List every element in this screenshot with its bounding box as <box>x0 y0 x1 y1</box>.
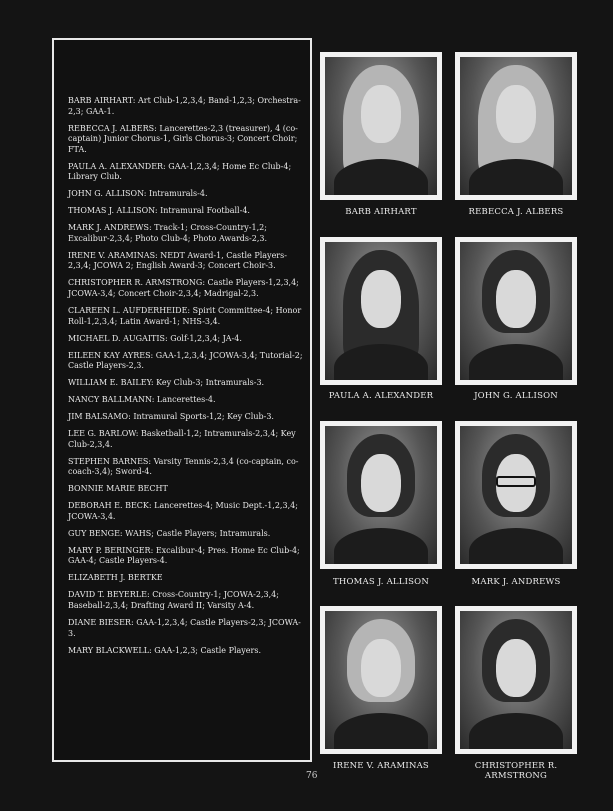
entry: DIANE BIESER: GAA-1,2,3,4; Castle Players-2,3; JCOWA-3. <box>68 617 301 638</box>
entry: DEBORAH E. BECK: Lancerettes-4; Music Dept.-1,2,3,4; JCOWA-3,4. <box>68 501 298 521</box>
portrait-photo <box>320 421 442 569</box>
portrait-caption: IRENE V. ARAMINAS <box>333 761 429 771</box>
entry: JIM BALSAMO: Intramural Sports-1,2; Key Club-3. <box>68 412 274 422</box>
entry: IRENE V. ARAMINAS: NEDT Award-1, Castle Players-2,3,4; JCOWA 2; English Award-3; Concert Choir-3. <box>68 250 287 271</box>
portrait-caption: MARK J. ANDREWS <box>471 577 561 587</box>
entry: MARK J. ANDREWS: Track-1; Cross-Country-1,2; Excalibur-2,3,4; Photo Club-4; Photo Awards-2,3. <box>68 223 268 243</box>
entry: MARY P. BERINGER: Excalibur-4; Pres. Home Ec Club-4; GAA-4; Castle Players-4. <box>68 545 300 566</box>
entry: THOMAS J. ALLISON: Intramural Football-4. <box>68 206 250 216</box>
entry: PAULA A. ALEXANDER: GAA-1,2,3,4; Home Ec Club-4; Library Club. <box>68 161 292 182</box>
portrait-photo <box>455 52 577 200</box>
portrait-photo <box>320 237 442 385</box>
portrait-photo <box>320 52 442 200</box>
entry: EILEEN KAY AYRES: GAA-1,2,3,4; JCOWA-3,4; Tutorial-2; Castle Players-2,3. <box>68 350 303 371</box>
page-number: 76 <box>306 771 318 781</box>
portrait-caption: THOMAS J. ALLISON <box>333 577 429 587</box>
entry: LEE G. BARLOW: Basketball-1,2; Intramurals-2,3,4; Key Club-2,3,4. <box>68 429 296 449</box>
entry: GUY BENGE: WAHS; Castle Players; Intramurals. <box>68 528 271 538</box>
portrait-photo <box>320 606 442 754</box>
entry: BARB AIRHART: Art Club-1,2,3,4; Band-1,2,3; Orchestra-2,3; GAA-1. <box>68 96 301 116</box>
entry: NANCY BALLMANN: Lancerettes-4. <box>68 395 216 405</box>
entries-list <box>68 96 308 663</box>
portrait-caption: BARB AIRHART <box>345 207 417 217</box>
entry: WILLIAM E. BAILEY: Key Club-3; Intramurals-3. <box>68 378 265 388</box>
portrait-caption: PAULA A. ALEXANDER <box>328 391 434 401</box>
portrait-photo <box>455 237 577 385</box>
portrait-photo <box>455 606 577 754</box>
glasses-icon <box>496 476 536 487</box>
entry: BONNIE MARIE BECHT <box>68 484 168 494</box>
entry: MARY BLACKWELL: GAA-1,2,3; Castle Players. <box>68 645 262 655</box>
portrait-caption: CHRISTOPHER R. ARMSTRONG <box>474 761 558 781</box>
entry: JOHN G. ALLISON: Intramurals-4. <box>68 189 208 199</box>
entry: STEPHEN BARNES: Varsity Tennis-2,3,4 (co-captain, co-coach-3,4); Sword-4. <box>68 456 299 477</box>
entry: REBECCA J. ALBERS: Lancerettes-2,3 (treasurer), 4 (co-captain) Junior Chorus-1, Girls Chorus-3; Concert Choir; FTA. <box>68 123 298 154</box>
entry: MICHAEL D. AUGAITIS: Golf-1,2,3,4; JA-4. <box>68 333 242 343</box>
portrait-caption: JOHN G. ALLISON <box>474 391 558 401</box>
entry: CHRISTOPHER R. ARMSTRONG: Castle Players-1,2,3,4; JCOWA-3,4; Concert Choir-2,3,4; Madrigal-2,3. <box>68 278 299 299</box>
portrait-caption: REBECCA J. ALBERS <box>468 207 564 217</box>
entry: DAVID T. BEYERLE: Cross-Country-1; JCOWA-2,3,4; Baseball-2,3,4; Drafting Award II; Varsity A-4. <box>68 590 279 610</box>
entry: CLAREEN L. AUFDERHEIDE: Spirit Committee-4; Honor Roll-1,2,3,4; Latin Award-1; NHS-3,4. <box>68 306 302 326</box>
entry: ELIZABETH J. BERTKE <box>68 573 163 583</box>
portrait-photo <box>455 421 577 569</box>
